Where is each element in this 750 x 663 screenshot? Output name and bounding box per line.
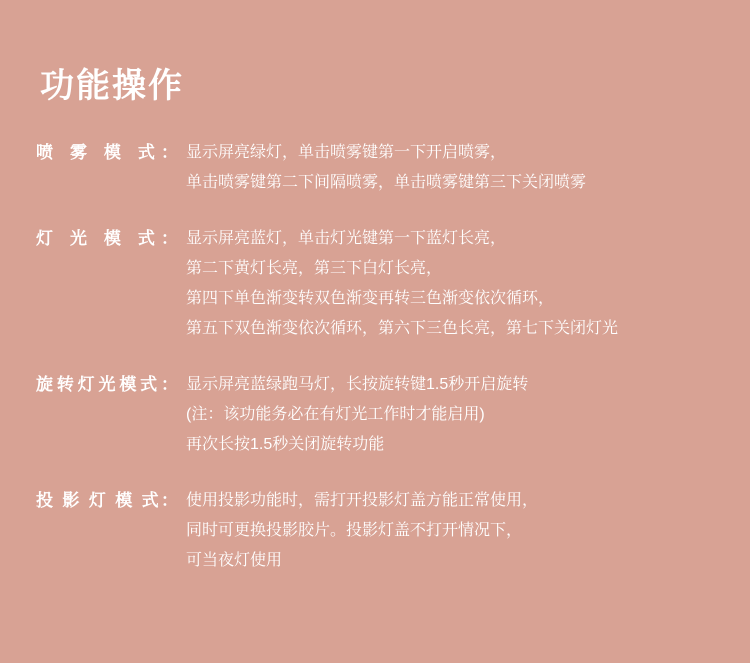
section-body — [186, 370, 750, 460]
section-projection-light-mode — [36, 486, 750, 576]
section-line: 第二下黄灯长亮，第三下白灯长亮， — [186, 260, 443, 277]
section-line: 显示屏亮蓝灯，单击灯光键第一下蓝灯长亮， — [186, 230, 507, 247]
section-rotating-light-mode — [36, 370, 750, 460]
section-body — [186, 224, 750, 344]
section-line: 第四下单色渐变转双色渐变再转三色渐变依次循环， — [186, 290, 555, 307]
section-light-mode — [36, 224, 750, 344]
section-line: 可当夜灯使用 — [186, 552, 283, 569]
section-line: 再次长按1.5秒关闭旋转功能 — [186, 436, 385, 453]
section-body — [186, 486, 750, 576]
section-label: 喷 雾 模 式： — [36, 143, 178, 162]
section-line: 单击喷雾键第二下间隔喷雾，单击喷雾键第三下关闭喷雾 — [186, 174, 587, 191]
section-label: 旋转灯光模式： — [36, 375, 178, 394]
section-body — [186, 138, 750, 198]
section-spray-mode — [36, 138, 750, 198]
section-line: (注：该功能务必在有灯光工作时才能启用) — [186, 406, 485, 423]
section-label: 投 影 灯 模 式： — [36, 491, 178, 510]
sections-list — [36, 138, 750, 602]
page-title: 功能操作 — [40, 67, 184, 105]
section-label: 灯 光 模 式： — [36, 229, 178, 248]
section-line: 同时可更换投影胶片。投影灯盖不打开情况下， — [186, 522, 523, 539]
section-line: 显示屏亮绿灯，单击喷雾键第一下开启喷雾， — [186, 144, 507, 161]
section-line: 显示屏亮蓝绿跑马灯，长按旋转键1.5秒开启旋转 — [186, 376, 529, 393]
section-line: 第五下双色渐变依次循环，第六下三色长亮，第七下关闭灯光 — [186, 320, 619, 337]
section-line: 使用投影功能时，需打开投影灯盖方能正常使用， — [186, 492, 539, 509]
